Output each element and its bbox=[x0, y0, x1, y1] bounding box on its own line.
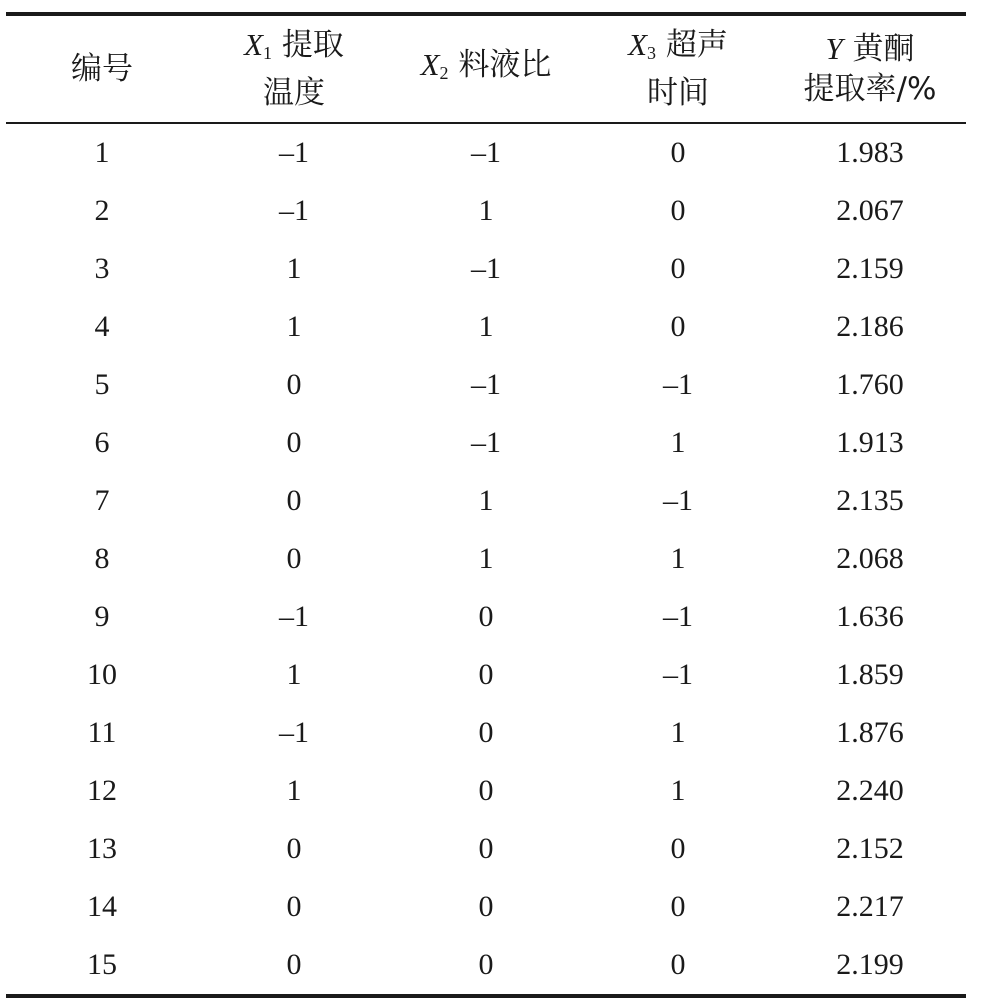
cell-y: 1.876 bbox=[836, 716, 904, 749]
results-table bbox=[6, 12, 966, 998]
cell-x1: 1 bbox=[286, 310, 302, 343]
header-id bbox=[6, 14, 198, 123]
cell-x2: 1 bbox=[478, 310, 494, 343]
header-x3-line1 bbox=[582, 25, 774, 73]
cell-x3: 0 bbox=[670, 832, 686, 865]
cell-x1: 0 bbox=[286, 484, 302, 517]
cell-id: 9 bbox=[94, 600, 110, 633]
cell-x2: 0 bbox=[478, 658, 494, 691]
cell-id: 15 bbox=[87, 948, 117, 981]
cell-y: 2.135 bbox=[836, 484, 904, 517]
cell-id: 1 bbox=[94, 136, 110, 169]
table-row bbox=[6, 588, 966, 646]
cell-id: 3 bbox=[94, 252, 110, 285]
cell-x2: 1 bbox=[478, 484, 494, 517]
header-y-line1 bbox=[774, 29, 966, 69]
cell-id: 10 bbox=[87, 658, 117, 691]
header-y-line2: 提取率/% bbox=[803, 71, 937, 107]
cell-x2: 0 bbox=[478, 948, 494, 981]
cell-y: 2.199 bbox=[836, 948, 904, 981]
cell-x2: 1 bbox=[478, 542, 494, 575]
cell-x3: –1 bbox=[663, 368, 693, 401]
cell-x1: 0 bbox=[286, 832, 302, 865]
cell-x3: –1 bbox=[663, 658, 693, 691]
cell-id: 7 bbox=[94, 484, 110, 517]
cell-x2: 0 bbox=[478, 890, 494, 923]
header-y-text: 黄酮 bbox=[842, 31, 915, 67]
cell-x2: 1 bbox=[478, 194, 494, 227]
cell-y: 2.240 bbox=[836, 774, 904, 807]
cell-x1: 0 bbox=[286, 890, 302, 923]
table-row bbox=[6, 182, 966, 240]
table-row bbox=[6, 878, 966, 936]
cell-x3: –1 bbox=[663, 600, 693, 633]
table-row bbox=[6, 123, 966, 182]
cell-id: 2 bbox=[94, 194, 110, 227]
cell-x2: –1 bbox=[471, 252, 501, 285]
header-x3-line2: 时间 bbox=[647, 75, 709, 111]
results-table-container bbox=[6, 12, 966, 998]
cell-id: 5 bbox=[94, 368, 110, 401]
header-x2-ratio bbox=[390, 14, 582, 123]
header-x2-var: X bbox=[420, 47, 440, 82]
table-row bbox=[6, 936, 966, 996]
cell-x2: 0 bbox=[478, 716, 494, 749]
table-row bbox=[6, 298, 966, 356]
cell-y: 1.760 bbox=[836, 368, 904, 401]
header-y-var: Y bbox=[825, 31, 843, 66]
cell-x2: –1 bbox=[471, 136, 501, 169]
cell-id: 8 bbox=[94, 542, 110, 575]
table-row bbox=[6, 646, 966, 704]
cell-x1: 0 bbox=[286, 426, 302, 459]
cell-id: 6 bbox=[94, 426, 110, 459]
header-x1-sub: 1 bbox=[263, 43, 273, 63]
cell-x3: 0 bbox=[670, 890, 686, 923]
cell-y: 2.068 bbox=[836, 542, 904, 575]
header-x2-line1 bbox=[390, 45, 582, 93]
cell-x1: 1 bbox=[286, 252, 302, 285]
header-x2-sub: 2 bbox=[439, 63, 449, 83]
header-x3-sub: 3 bbox=[647, 43, 657, 63]
header-x1-var: X bbox=[244, 27, 264, 62]
cell-id: 13 bbox=[87, 832, 117, 865]
cell-x3: 1 bbox=[670, 716, 686, 749]
table-row bbox=[6, 356, 966, 414]
cell-x1: –1 bbox=[279, 600, 309, 633]
header-x3-var: X bbox=[628, 27, 648, 62]
cell-y: 1.913 bbox=[836, 426, 904, 459]
cell-y: 2.186 bbox=[836, 310, 904, 343]
cell-x3: 0 bbox=[670, 252, 686, 285]
table-header bbox=[6, 14, 966, 123]
header-row bbox=[6, 14, 966, 123]
cell-id: 11 bbox=[87, 716, 117, 749]
header-x1-text: 提取 bbox=[272, 27, 344, 63]
cell-id: 4 bbox=[94, 310, 110, 343]
table-row bbox=[6, 704, 966, 762]
cell-x2: 0 bbox=[478, 832, 494, 865]
cell-x1: 0 bbox=[286, 368, 302, 401]
table-row bbox=[6, 240, 966, 298]
table-row bbox=[6, 472, 966, 530]
cell-y: 2.067 bbox=[836, 194, 904, 227]
cell-y: 1.636 bbox=[836, 600, 904, 633]
cell-x3: –1 bbox=[663, 484, 693, 517]
table-row bbox=[6, 530, 966, 588]
header-y-yield bbox=[774, 14, 966, 123]
cell-x3: 1 bbox=[670, 542, 686, 575]
header-x1-line1 bbox=[198, 25, 390, 73]
cell-x3: 0 bbox=[670, 310, 686, 343]
header-x1-temperature bbox=[198, 14, 390, 123]
cell-x1: 1 bbox=[286, 774, 302, 807]
cell-x3: 0 bbox=[670, 194, 686, 227]
header-x3-text: 超声 bbox=[656, 27, 728, 63]
table-row bbox=[6, 414, 966, 472]
cell-x1: 0 bbox=[286, 542, 302, 575]
table-row bbox=[6, 820, 966, 878]
cell-x3: 1 bbox=[670, 426, 686, 459]
cell-x1: –1 bbox=[279, 716, 309, 749]
cell-x3: 0 bbox=[670, 136, 686, 169]
cell-x2: –1 bbox=[471, 426, 501, 459]
cell-y: 1.859 bbox=[836, 658, 904, 691]
cell-x3: 0 bbox=[670, 948, 686, 981]
cell-x2: –1 bbox=[471, 368, 501, 401]
table-row bbox=[6, 762, 966, 820]
cell-x1: –1 bbox=[279, 194, 309, 227]
header-x2-text: 料液比 bbox=[448, 47, 552, 83]
header-x3-time bbox=[582, 14, 774, 123]
cell-x3: 1 bbox=[670, 774, 686, 807]
header-x1-line2: 温度 bbox=[263, 75, 325, 111]
cell-id: 12 bbox=[87, 774, 117, 807]
cell-x1: –1 bbox=[279, 136, 309, 169]
cell-y: 2.152 bbox=[836, 832, 904, 865]
cell-y: 2.217 bbox=[836, 890, 904, 923]
table-body bbox=[6, 123, 966, 996]
header-id-label: 编号 bbox=[71, 51, 133, 87]
cell-x2: 0 bbox=[478, 774, 494, 807]
cell-id: 14 bbox=[87, 890, 117, 923]
cell-y: 1.983 bbox=[836, 136, 904, 169]
cell-x1: 1 bbox=[286, 658, 302, 691]
cell-x1: 0 bbox=[286, 948, 302, 981]
cell-y: 2.159 bbox=[836, 252, 904, 285]
cell-x2: 0 bbox=[478, 600, 494, 633]
